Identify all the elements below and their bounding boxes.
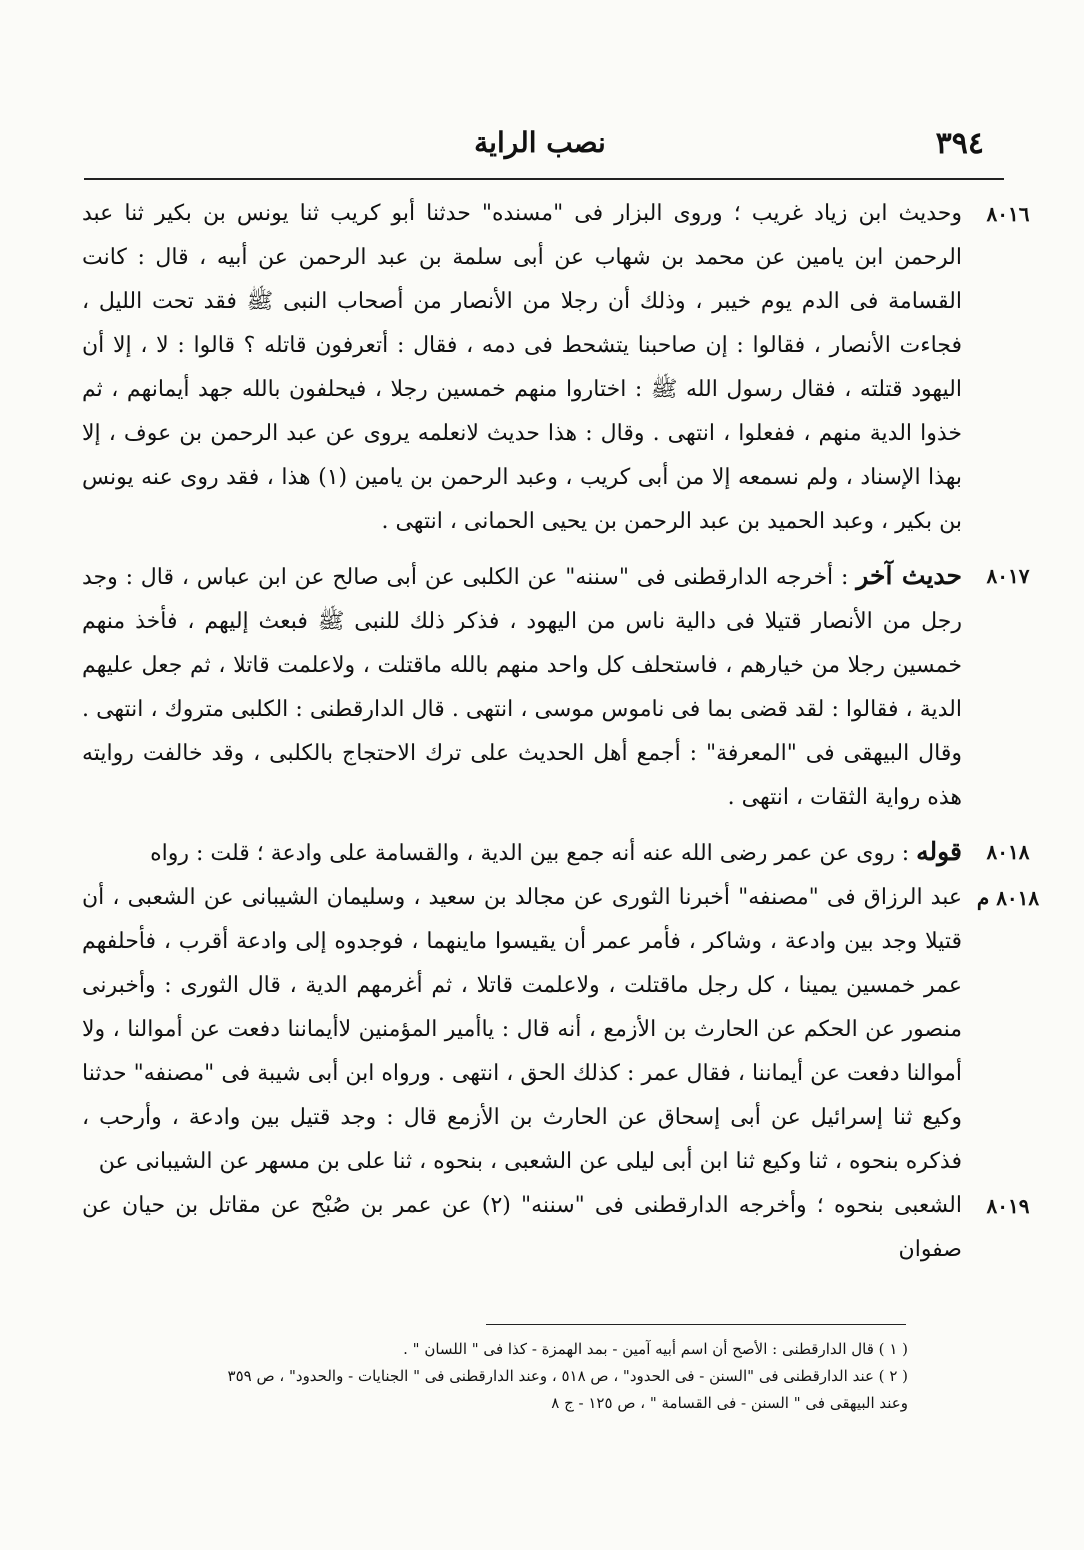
footnote-2-continued: وعند البيهقى فى " السنن - فى القسامة " ، ص ١٢٥ - ج ٨ [551,1394,908,1412]
hadith-number: ٨٠١٨ [986,840,1030,864]
main-text [82,192,1040,1272]
entry-label: قوله [916,837,962,866]
hadith-entry-8018 [82,830,1030,876]
entry-text: عبد الرزاق فى "مصنفه" أخبرنا الثورى عن مجالد بن سعيد ، وسليمان الشيبانى عن الشعبى ، أن قتيلا وجد بين وادعة ، وشاكر ، فأمر عمر أن يقيسوا ماينهما ، فوجدوه إلى وادعة أقرب ، فأحلفهم عمر خمسين يمينا ، كل رجل ماقتلت ، ولاعلمت قاتلا ، ثم أغرمهم الدية ، قال الثورى : وأخبرنى منصور عن الحكم عن الحارث بن الأزمع ، أنه قال : ياأمير المؤمنين لاأيماننا دفعت عن أموالنا ، ولا أموالنا دفعت عن أيماننا ، فقال عمر : كذلك الحق ، انتهى . ورواه ابن أبى شيبة فى "مصنفه" حدثنا وكيع ثنا إسرائيل عن أبى إسحاق عن الحارث بن الأزمع قال : وجد قتيل بين وادعة ، وأرحب ، فذكره بنحوه ، ثنا وكيع ثنا ابن أبى ليلى عن الشعبى ، بنحوه ، ثنا على بن مسهر عن الشيبانى عن [82,885,962,1174]
hadith-entry-8016 [82,192,1030,544]
footnote-2: ( ٢ ) عند الدارقطنى فى "السنن - فى الحدود" ، ص ٥١٨ ، وعند الدارقطنى فى " الجنايات - والحدود" ، ص ٣٥٩ [227,1367,908,1385]
hadith-entry-8017 [82,554,1030,820]
hadith-entry-8018m [82,876,1040,1184]
footnote-rule [486,1324,906,1325]
hadith-number: ٨٠١٦ [986,202,1030,226]
entry-text: وحديث ابن زياد غريب ؛ وروى البزار فى "مسنده" حدثنا أبو كريب ثنا يونس بن بكير ثنا عبد الرحمن ابن يامين عن محمد بن شهاب عن أبى سلمة بن عبد الرحمن عن أبيه ، قال : كانت القسامة فى الدم يوم خيبر ، وذلك أن رجلا من الأنصار من أصحاب النبى ﷺ فقد تحت الليل ، فجاءت الأنصار ، فقالوا : إن صاحبنا يتشحط فى دمه ، فقال : أتعرفون قاتله ؟ قالوا : لا ، إلا أن اليهود قتلته ، فقال رسول الله ﷺ : اختاروا منهم خمسين رجلا ، فيحلفون بالله جهد أيمانهم ، ثم خذوا الدية منهم ، ففعلوا ، انتهى . وقال : هذا حديث لانعلمه يروى عن عبد الرحمن بن عوف ، إلا بهذا الإسناد ، ولم نسمعه إلا من أبى كريب ، وعبد الرحمن بن يامين (١) هذا ، فقد روى عنه يونس بن بكير ، وعبد الحميد بن عبد الرحمن بن يحيى الحمانى ، انتهى . [82,201,962,534]
footnotes [80,1336,908,1417]
hadith-number: ٨٠١٧ [986,564,1030,588]
entry-label: حديث آخر [856,561,963,590]
hadith-entry-8019 [82,1184,1030,1272]
running-title: نصب الراية [474,126,606,159]
hadith-number: ٨٠١٨ م [976,886,1040,910]
entry-text: : أخرجه الدارقطنى فى "سننه" عن الكلبى عن أبى صالح عن ابن عباس ، قال : وجد رجل من الأنصار قتيلا فى دالية ناس من اليهود ، فذكر ذلك للنبى ﷺ فبعث إليهم ، فأخذ منهم خمسين رجلا من خيارهم ، فاستحلف كل واحد منهم بالله ماقتلت ، ولاعلمت قاتلا ، ثم جعل عليهم الدية ، فقالوا : لقد قضى بما فى ناموس موسى ، انتهى . قال الدارقطنى : الكلبى متروك ، انتهى . وقال البيهقى فى "المعرفة" : أجمع أهل الحديث على ترك الاحتجاج بالكلبى ، وقد خالفت روايته هذه رواية الثقات ، انتهى . [82,565,962,810]
footnote-1: ( ١ ) قال الدارقطنى : الأصح أن اسم أبيه آمين - بمد الهمزة - كذا فى " اللسان " . [403,1340,908,1358]
page-number: ٣٩٤ [935,126,984,161]
header-rule [84,178,1004,180]
hadith-number: ٨٠١٩ [986,1194,1030,1218]
entry-text: الشعبى بنحوه ؛ وأخرجه الدارقطنى فى "سننه" (٢) عن عمر بن صُبْح عن مقاتل بن حيان عن صفوان [82,1193,962,1262]
page-header [90,126,990,166]
entry-text: : روى عن عمر رضى الله عنه أنه جمع بين الدية ، والقسامة على وادعة ؛ قلت : رواه [150,841,917,866]
